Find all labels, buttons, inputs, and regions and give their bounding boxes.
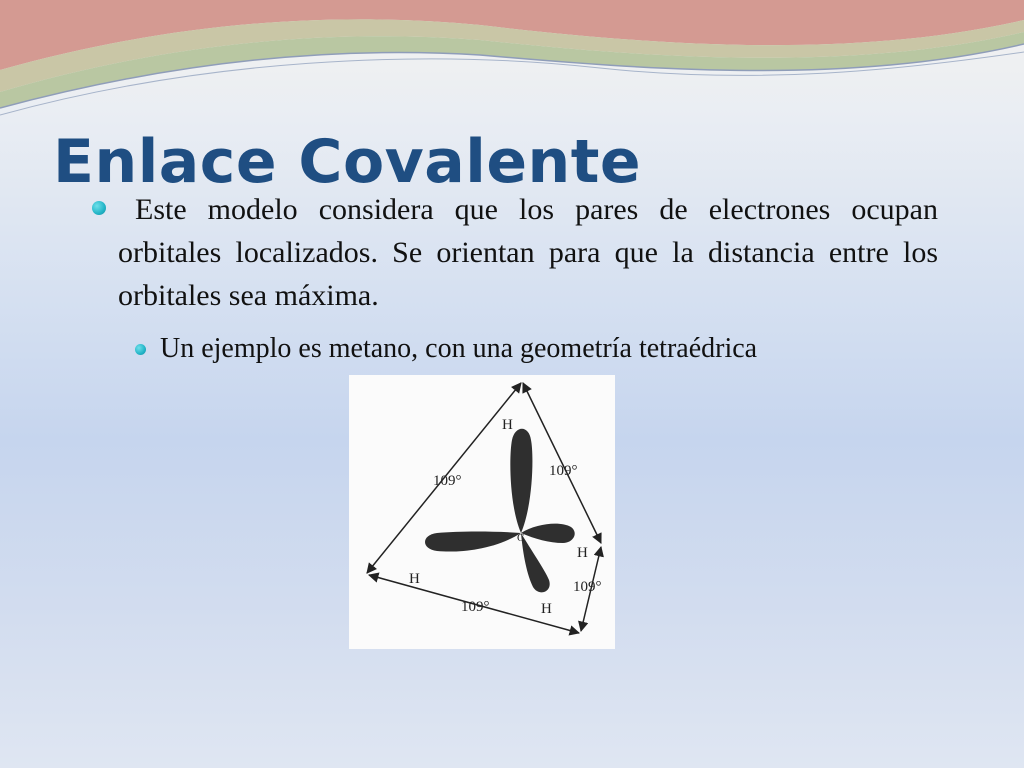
methane-orbital-figure xyxy=(349,375,615,649)
orbital-lobe xyxy=(510,429,532,533)
atom-label: H xyxy=(502,417,513,433)
bullet-main-text: Este modelo considera que los pares de electrones ocupan orbitales localizados. Se orientan para que la distancia entre los orbitales sea máxima. xyxy=(118,193,938,312)
orbital-lobe xyxy=(521,524,575,543)
bullet-sub-text: Un ejemplo es metano, con una geometría tetraédrica xyxy=(160,333,758,364)
angle-label: 109° xyxy=(433,473,462,489)
round-bullet-icon xyxy=(92,201,106,215)
angle-label: 109° xyxy=(549,463,578,479)
angle-label: 109° xyxy=(461,599,490,615)
angle-label: 109° xyxy=(573,579,602,595)
orbital-lobe xyxy=(425,532,521,552)
methane-tetrahedral-diagram xyxy=(349,375,615,649)
round-bullet-icon xyxy=(135,344,146,355)
atom-label: C xyxy=(517,532,525,544)
atom-label: H xyxy=(577,545,588,561)
orbital-lobe xyxy=(521,533,550,592)
atom-label: H xyxy=(541,601,552,617)
slide-title: Enlace Covalente xyxy=(53,127,642,197)
atom-label: H xyxy=(409,571,420,587)
header-wave-decoration xyxy=(0,0,1024,130)
